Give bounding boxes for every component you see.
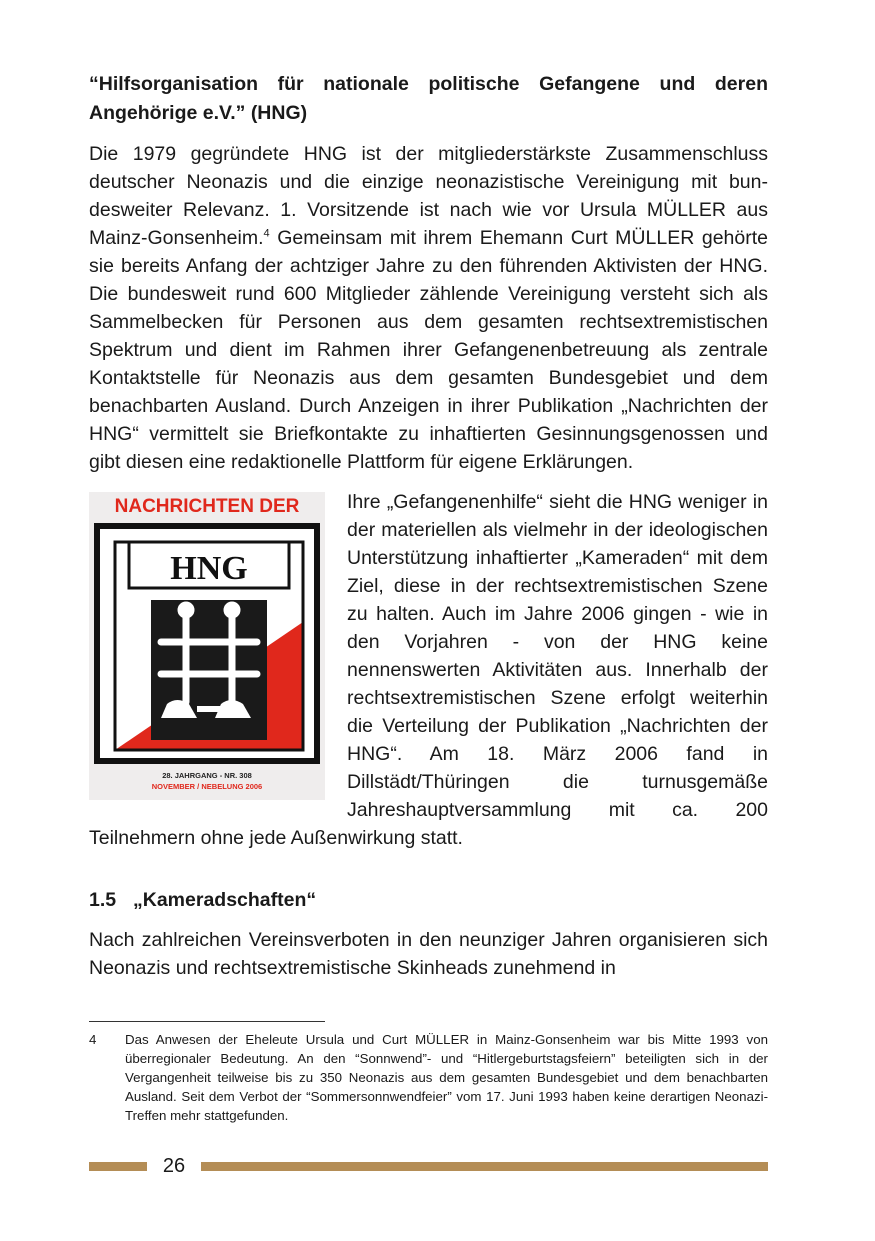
paragraph-2-text: Ihre „Gefangenenhilfe“ sieht die HNG weniger in der materiellen als vielmehr in der ideologischen Unterstützung inhaftierter „Kameraden“ mit dem Ziel, diese in der rechtsextremistischen Szene zu halten. Auch im Jahre 2006 gingen - wie in den Vorjahren - von der HNG keine nennenswerten Aktivitäten aus. Innerhalb der rechtsextremistischen Szene erfolgt weiterhin die Verteilung der Publikation „Nachrichten der HNG“. Am 18. März 2006 fand in Dillstädt/Thüringen die turnusgemäße Jahreshauptversammlung mit ca. 200 Teilnehmern ohne jede Außenwirkung statt.: [89, 491, 768, 849]
paragraph-1-part-b: Gemeinsam mit ihrem Ehemann Curt MÜLLER gehörte sie bereits Anfang der achtziger Jahre zu den führenden Aktivisten der HNG. Die bundesweit rund 600 Mitglieder zählende Vereinigung versteht sich als Sammelbecken für Personen aus dem gesamten rechtsextremistischen Spektrum und dient im Rahmen ihrer Gefangenenbetreuung als zentrale Kontaktstelle für Neonazis aus dem gesamten Bundesgebiet und dem benachbarten Ausland. Durch Anzeigen in ihrer Publikation „Nachrichten der HNG“ vermittelt sie Briefkontakte zu inhaftierten Gesinnungsgenossen und gibt diesen eine redaktionelle Plattform für eigene Erklärungen.: [89, 227, 768, 473]
section-heading-kameradschaften: [89, 886, 768, 914]
section-number: 1.5: [89, 889, 117, 911]
page-footer: [89, 1152, 768, 1180]
footnote-number: 4: [89, 1032, 97, 1047]
footnote-text: Das Anwesen der Eheleute Ursula und Curt MÜLLER in Mainz-Gonsenheim war bis Mitte 1993 von überregionaler Bedeutung. An den “Sonnwend”- und “Hitlergeburtstagsfeiern” beteiligten sich in der Vergangenheit teilweise bis zu 350 Neonazis aus dem gesamten Bundesgebiet und dem benachbarten Ausland. Seit dem Verbot der “Sommersonnwendfeier” vom 17. Juni 1993 haben keine derartigen Neonazi-Treffen mehr stattgefunden.: [125, 1032, 768, 1123]
footer-bar-left: [89, 1162, 147, 1171]
section-title: „Kameradschaften“: [133, 889, 317, 911]
footnote-divider: [89, 1021, 325, 1022]
hng-newsletter-cover: [89, 492, 325, 800]
page-number: 26: [162, 1154, 186, 1177]
paragraph-1-part-a: Die 1979 gegründete HNG ist der mitgliederstärkste Zusammenschluss deutscher Neonazis und die einzige neonazistische Vereinigung mit bundesweiter Relevanz. 1. Vorsitzende ist nach wie vor Ursula MÜLLER aus Mainz-Gonsenheim.: [89, 143, 768, 249]
cover-date-line: NOVEMBER / NEBELUNG 2006: [151, 782, 263, 791]
cover-illustration: [89, 492, 325, 800]
footer-bar-right: [201, 1162, 768, 1171]
section-heading-hng: “Hilfsorganisation für nationale politische Gefangene und deren Angehörige e.V.” (HNG): [89, 73, 768, 124]
paragraph-2: [89, 488, 768, 852]
cover-title: NACHRICHTEN DER: [114, 496, 300, 517]
footnote-reference[interactable]: 4: [263, 227, 270, 240]
page-content: [89, 70, 768, 982]
footnote: [89, 1030, 768, 1125]
paragraph-3: Nach zahlreichen Vereinsverboten in den neunziger Jahren organisieren sich Neonazis und rechtsextremistische Skinheads zunehmend in: [89, 929, 768, 979]
paragraph-1: [89, 140, 768, 476]
cover-issue-line: 28. JAHRGANG - NR. 308: [162, 771, 252, 780]
cover-logo-text: HNG: [170, 550, 248, 587]
